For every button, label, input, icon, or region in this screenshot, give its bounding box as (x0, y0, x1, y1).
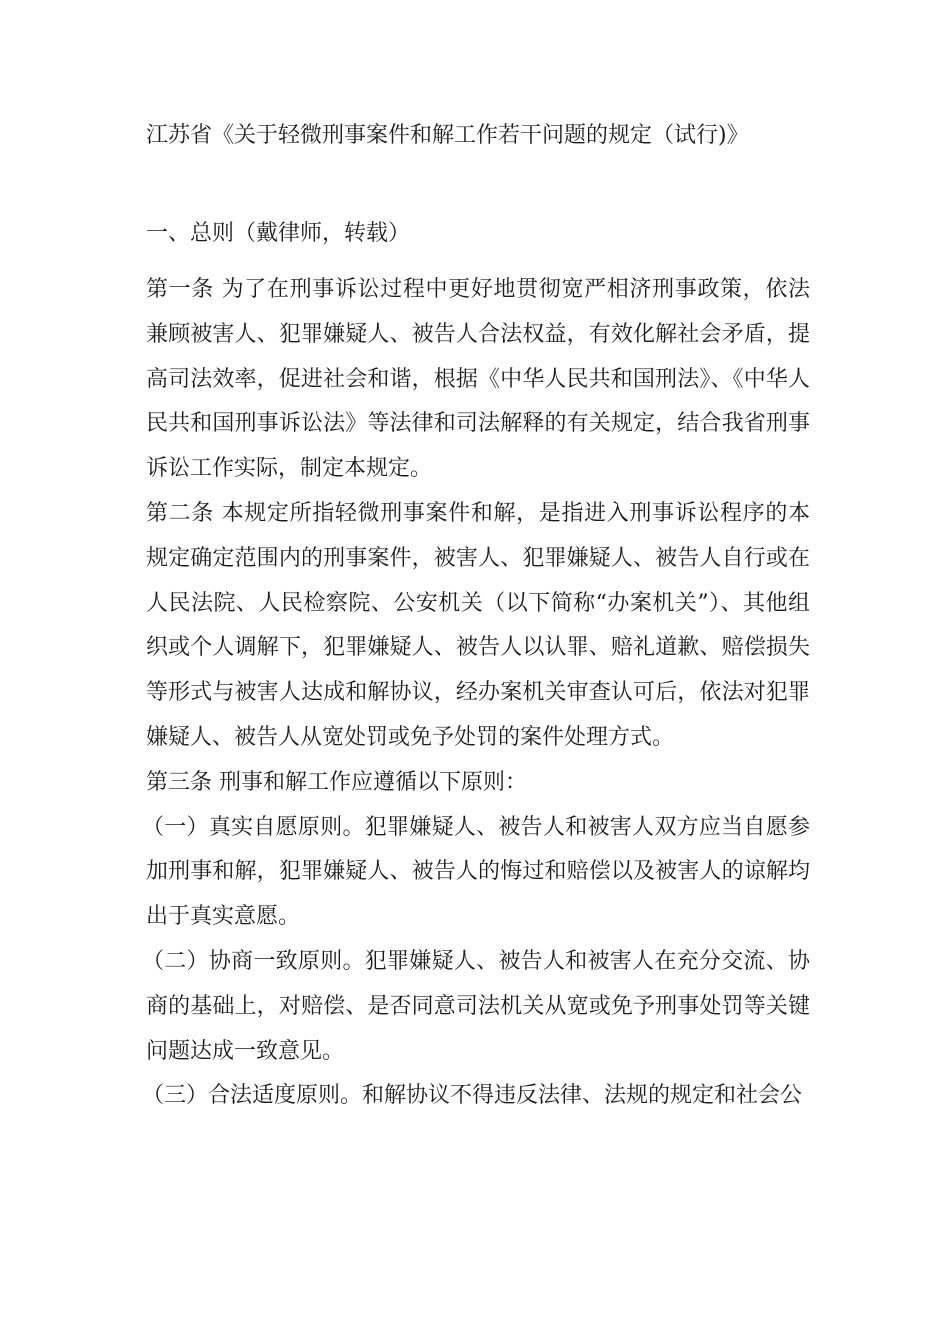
section-heading: 一、总则（戴律师，转载） (146, 221, 411, 246)
principle-2-paragraph: （二）协商一致原则。犯罪嫌疑人、被告人和被害人在充分交流、协商的基础上，对赔偿、是否同意司法机关从宽或免予刑事处罚等关键问题达成一致意见。 (142, 948, 810, 1064)
article-1-paragraph: 第一条 为了在刑事诉讼过程中更好地贯彻宽严相济刑事政策，依法兼顾被害人、犯罪嫌疑人、被告人合法权益，有效化解社会矛盾，提高司法效率，促进社会和谐，根据《中华人民共和国刑法》、《中华人民共和国刑事诉讼法》等法律和司法解释的有关规定，结合我省刑事诉讼工作实际，制定本规定。 (146, 277, 810, 482)
document-title: 江苏省《关于轻微刑事案件和解工作若干问题的规定（试行)》 (146, 123, 749, 148)
article-3-paragraph: 第三条 刑事和解工作应遵循以下原则： (146, 769, 527, 795)
article-2-paragraph: 第二条 本规定所指轻微刑事案件和解，是指进入刑事诉讼程序的本规定确定范围内的刑事案件，被害人、犯罪嫌疑人、被告人自行或在人民法院、人民检察院、公安机关（以下简称“办案机关”）、其他组织或个人调解下，犯罪嫌疑人、被告人以认罪、赔礼道歉、赔偿损失等形式与被害人达成和解协议，经办案机关审查认可后，依法对犯罪嫌疑人、被告人从宽处罚或免予处罚的案件处理方式。 (146, 500, 810, 750)
principle-3-paragraph: （三）合法适度原则。和解协议不得违反法律、法规的规定和社会公 (142, 1083, 803, 1109)
document-body (142, 268, 810, 1119)
principle-1-paragraph: （一）真实自愿原则。犯罪嫌疑人、被告人和被害人双方应当自愿参加刑事和解，犯罪嫌疑人、被告人的悔过和赔偿以及被害人的谅解均出于真实意愿。 (142, 814, 810, 930)
